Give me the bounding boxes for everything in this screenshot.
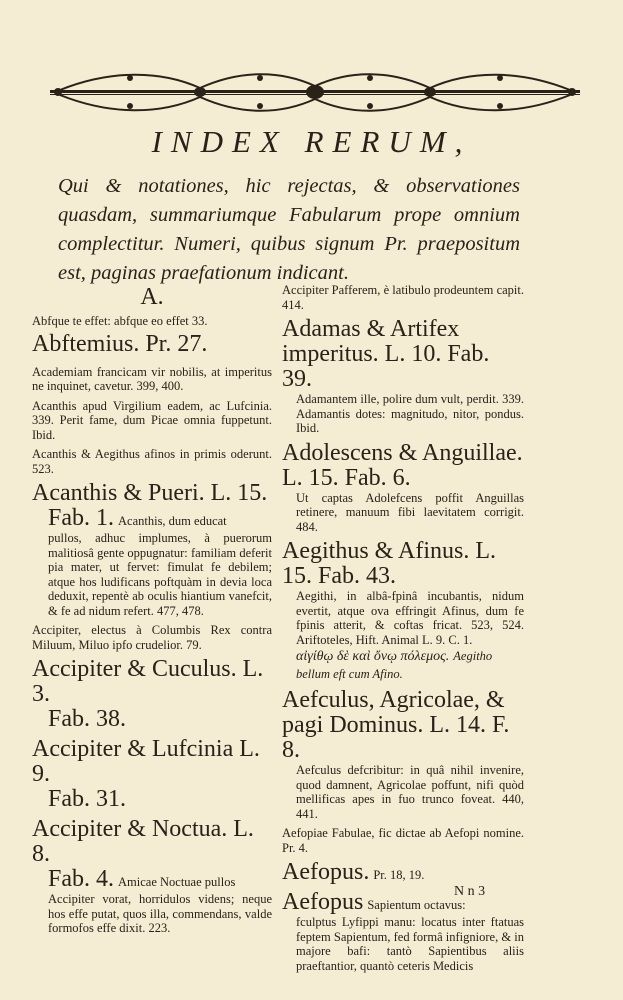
page-title: INDEX RERUM, — [151, 124, 472, 159]
index-entry: Acanthis & Aegithus afinos in primis oderunt. 523. — [32, 447, 272, 476]
entry-fable-line — [32, 506, 272, 531]
greek-translation: Aegitho bellum eft cum Afino. — [296, 649, 493, 681]
index-entry: Aefopiae Fabulae, fic dictae ab Aefopi nomine. Pr. 4. — [282, 826, 524, 855]
fable-number: Fab. 4. — [48, 866, 114, 892]
entry-heading: Adolescens & Anguillae. L. 15. Fab. 6. — [282, 439, 523, 491]
entry-line — [282, 890, 524, 915]
index-introduction: Qui & notationes, hic rejectas, & observationes quasdam, summariumque Fabularum prope omnium complectitur. Numeri, quibus signum Pr. praepositum est, paginas praefationum indicant. — [58, 175, 520, 284]
left-column — [32, 282, 272, 936]
entry-body: Accipiter vorat, horridulos videns; neque hos effe putat, quos illa, commendans, valde formofos effe dixit. 223. — [48, 892, 272, 935]
entry-heading: Aegithus & Afinus. L. 15. Fab. 43. — [282, 538, 496, 589]
index-entry: Acanthis apud Virgilium eadem, ac Lufcinia. 339. Perit fame, dum Picae omnia fuppetunt. Ibid. — [32, 398, 272, 442]
entry-heading: Accipiter & Noctua. L. 8. — [32, 816, 254, 867]
entry-heading: Aefopus — [282, 889, 364, 915]
catchword: N n 3 — [454, 884, 486, 899]
greek-text: αἰγίθῳ δὲ καὶ ὄνῳ πόλεμος. — [296, 649, 450, 664]
entry-heading: Accipiter & Cuculus. L. 3. — [32, 656, 264, 707]
entry-fable-line — [32, 867, 272, 892]
fable-number: Fab. 1. — [48, 505, 114, 531]
fable-number: Fab. 38. — [48, 706, 126, 732]
entry-body: pullos, adhuc implumes, à puerorum malitiosâ gente oppugnatur: familiam deferit pia mater, ut fervet: fimulat fe debilem; atque hos ludificans poftquàm in devia loca deduxit, repentè ab oculis hiantium vanefcit, & fe ad nidum refert. 477, 478. — [48, 531, 272, 618]
entry-body-start: Acanthis, dum educat — [118, 514, 227, 528]
entry-body: Aegithi, in albâ-fpinâ incubantis, nidum evertit, atque ova effringit Afinus, dum fe fpinis atterit, & coftas fricat. 523, 524. Ariftoteles, Hift. Animal L. 9. C. 1. — [296, 589, 524, 647]
entry-heading: Abftemius. Pr. 27. — [32, 330, 208, 357]
index-entry: Accipiter, electus à Columbis Rex contra Miluum, Miluo ipfo crudelior. 79. — [32, 623, 272, 652]
entry-pages: Pr. 18, 19. — [373, 868, 425, 882]
entry-body: fculptus Lyfippi manu: locatus inter ftatuas feptem Sapientum, fed formâ infigniore, & in majore bafi: tantò Sapientibus aliis praeftantior, quantò ceteris Medicis — [296, 915, 524, 973]
entry-heading: Aefculus, Agricolae, & pagi Dominus. L. 14. F. 8. — [282, 687, 510, 763]
entry-heading: Acanthis & Pueri. L. 15. — [32, 480, 268, 506]
entry-body: Aefculus defcribitur: in quâ nihil invenire, quod damnent, Agricolae poffunt, nifi quòd mellificas apes in fuo trunco foveat. 440, 441. — [296, 763, 524, 821]
entry-body-start: Sapientum octavus: — [367, 898, 466, 912]
entry-line — [282, 860, 524, 885]
greek-quotation — [282, 647, 524, 683]
entry-body: Adamantem ille, polire dum vult, perdit. 339. Adamantis dotes: magnitudo, nitor, pondus. Ibid. — [296, 392, 524, 435]
entry-body: Academiam francicam vir nobilis, at imperitus ne inquinet, cavetur. 399, 400. — [32, 364, 272, 393]
section-letter: A. — [140, 284, 164, 310]
entry-body-start: Amicae Noctuae pullos — [118, 875, 236, 889]
entry-heading: Adamas & Artifex imperitus. L. 10. Fab. 39. — [282, 316, 490, 392]
entry-heading: Accipiter & Lufcinia L. 9. — [32, 736, 260, 787]
index-entry: Abfque te effet: abfque eo effet 33. — [32, 314, 208, 328]
entry-body: Ut captas Adolefcens poffit Anguillas retinere, manuum fibi laevitatem corrigit. 484. — [296, 490, 524, 534]
entry-heading: Aefopus. — [282, 859, 370, 885]
right-column — [282, 283, 524, 973]
index-entry: Accipiter Pafferem, è latibulo prodeuntem capit. 414. — [282, 283, 524, 312]
decorative-headpiece — [50, 68, 580, 120]
fable-number: Fab. 31. — [48, 786, 126, 812]
